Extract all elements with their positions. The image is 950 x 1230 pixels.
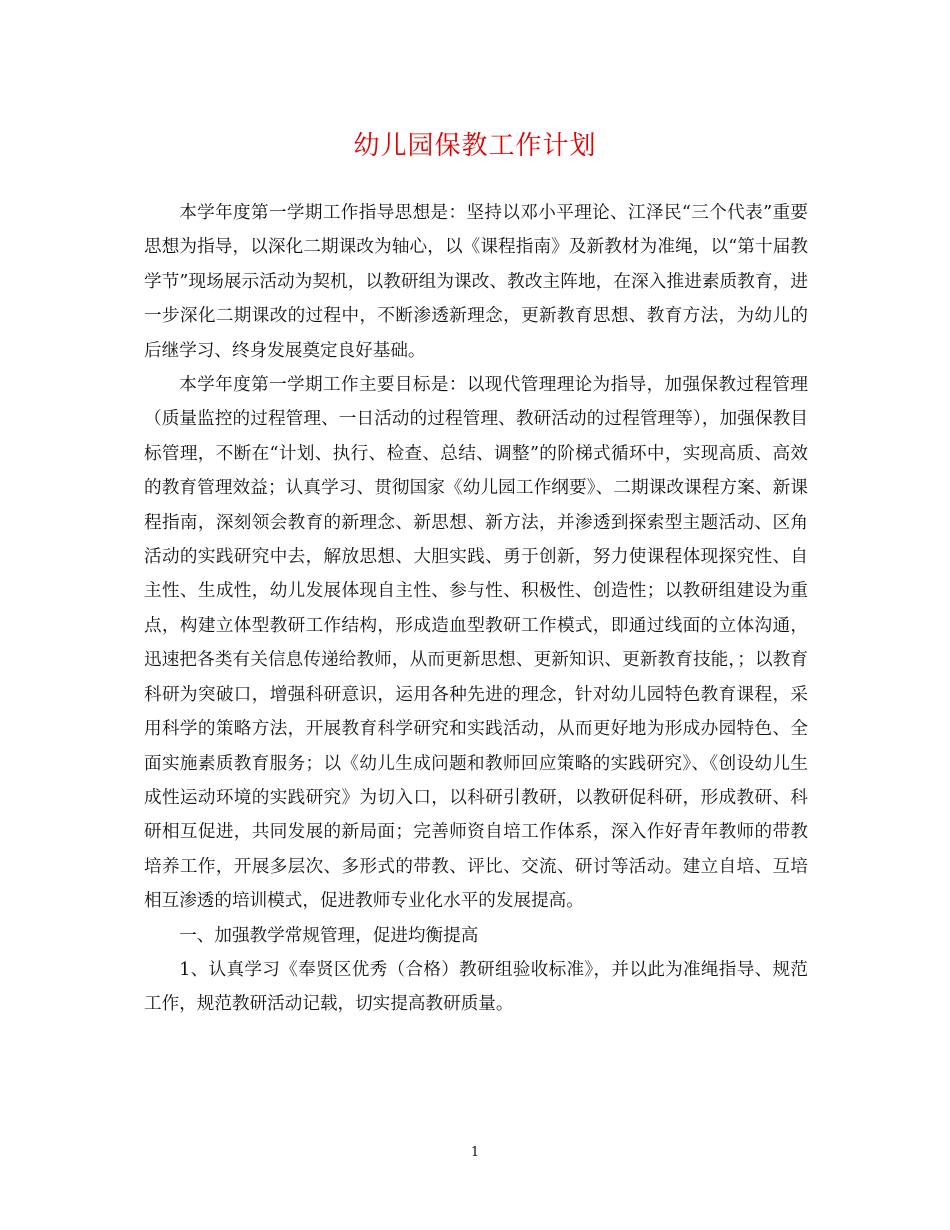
list-item-study-standards: 1、认真学习《奉贤区优秀（合格）教研组验收标准》，并以此为准绳指导、规范工作，规范教研活动记载，切实提高教研质量。 <box>144 959 808 1015</box>
section-heading-teaching-routine: 一、加强教学常规管理，促进均衡提高 <box>179 925 479 946</box>
paragraph-main-goals: 本学年度第一学期工作主要目标是：以现代管理理论为指导，加强保教过程管理（质量监控的过程管理、一日活动的过程管理、教研活动的过程管理等），加强保教目标管理，不断在“计划、执行、检查、总结、调整”的阶梯式循环中，实现高质、高效的教育管理效益；认真学习、贯彻国家《幼儿园工作纲要》、二期课改课程方案、新课程指南，深刻领会教育的新理念、新思想、新方法，并渗透到探索型主题活动、区角活动的实践研究中去，解放思想、大胆实践、勇于创新，努力使课程体现探究性、自主性、生成性，幼儿发展体现自主性、参与性、积极性、创造性；以教研组建设为重点，构建立体型教研工作结构，形成造血型教研工作模式，即通过线面的立体沟通，迅速把各类有关信息传递给教师，从而更新思想、更新知识、更新教育技能，；以教育科研为突破口，增强科研意识，运用各种先进的理念，针对幼儿园特色教育课程，采用科学的策略方法，开展教育科学研究和实践活动，从而更好地为形成办园特色、全面实施素质教育服务；以《幼儿生成问题和教师回应策略的实践研究》、《创设幼儿生成性运动环境的实践研究》为切入口，以科研引教研，以教研促科研，形成教研、科研相互促进，共同发展的新局面；完善师资自培工作体系，深入作好青年教师的带教培养工作，开展多层次、多形式的带教、评比、交流、研讨等活动。建立自培、互培相互渗透的培训模式，促进教师专业化水平的发展提高。 <box>144 375 808 912</box>
paragraph-guiding-ideology: 本学年度第一学期工作指导思想是：坚持以邓小平理论、江泽民“三个代表”重要思想为指导，以深化二期课改为轴心，以《课程指南》及新教材为准绳，以“第十届教学节”现场展示活动为契机，以教研组为课改、教改主阵地，在深入推进素质教育，进一步深化二期课改的过程中，不断渗透新理念，更新教育思想、教育方法，为幼儿的后继学习、终身发展奠定良好基础。 <box>144 203 808 361</box>
document-body <box>144 196 808 1022</box>
document-title: 幼儿园保教工作计划 <box>353 131 597 161</box>
page-number: 1 <box>470 1145 480 1160</box>
